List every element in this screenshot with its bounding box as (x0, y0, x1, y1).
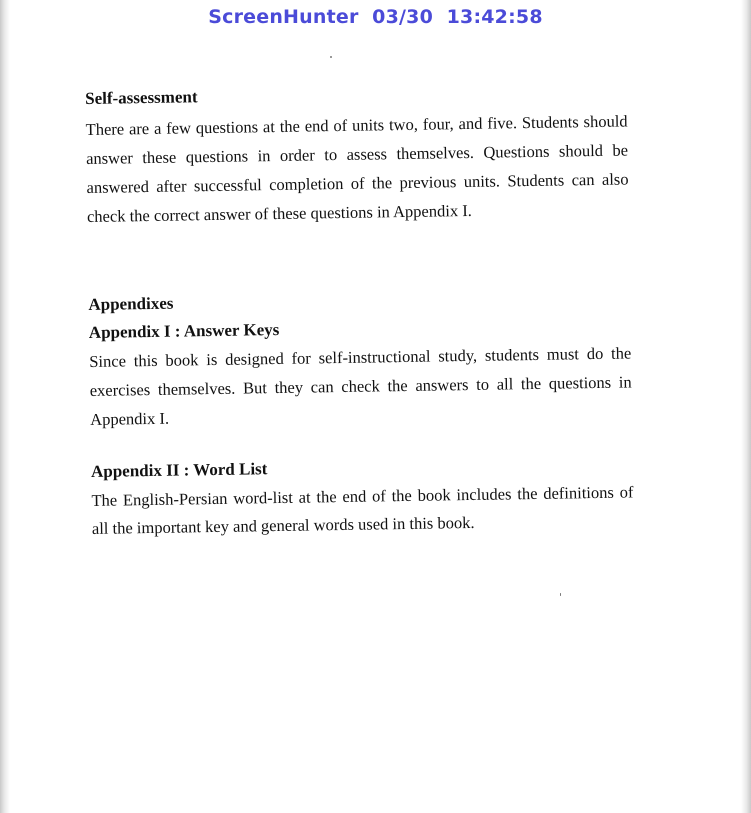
appendix-2-section (91, 452, 634, 543)
appendix-2-paragraph: The English-Persian word-list at the end of the book includes the definitions of all the important key and general words used in this book. (91, 482, 634, 538)
scan-speck (330, 56, 332, 58)
self-assessment-paragraph: There are a few questions at the end of units two, four, and five. Students should answer these questions in order to assess themselves. Questions should be answered after successful completion of the previous units. Students can also check the correct answer of these questions in Appendix I. (85, 111, 629, 226)
scan-speck (560, 593, 561, 596)
self-assessment-section (85, 79, 629, 230)
appendixes-section (88, 285, 632, 433)
screenhunter-watermark: ScreenHunter 03/30 13:42:58 (208, 6, 543, 28)
appendix-1-paragraph: Since this book is designed for self-instructional study, students must do the exercises themselves. But they can check the answers to all the questions in Appendix I. (89, 343, 632, 429)
page-edge-shadow-left (0, 0, 10, 813)
appendix-2-heading: Appendix II : Word List (90, 459, 268, 481)
self-assessment-heading: Self-assessment (85, 87, 198, 108)
page-edge-shadow-right (741, 0, 751, 813)
appendixes-heading: Appendixes (88, 293, 174, 314)
appendix-1-heading: Appendix I : Answer Keys (88, 319, 280, 342)
scanned-text-block (85, 79, 634, 538)
